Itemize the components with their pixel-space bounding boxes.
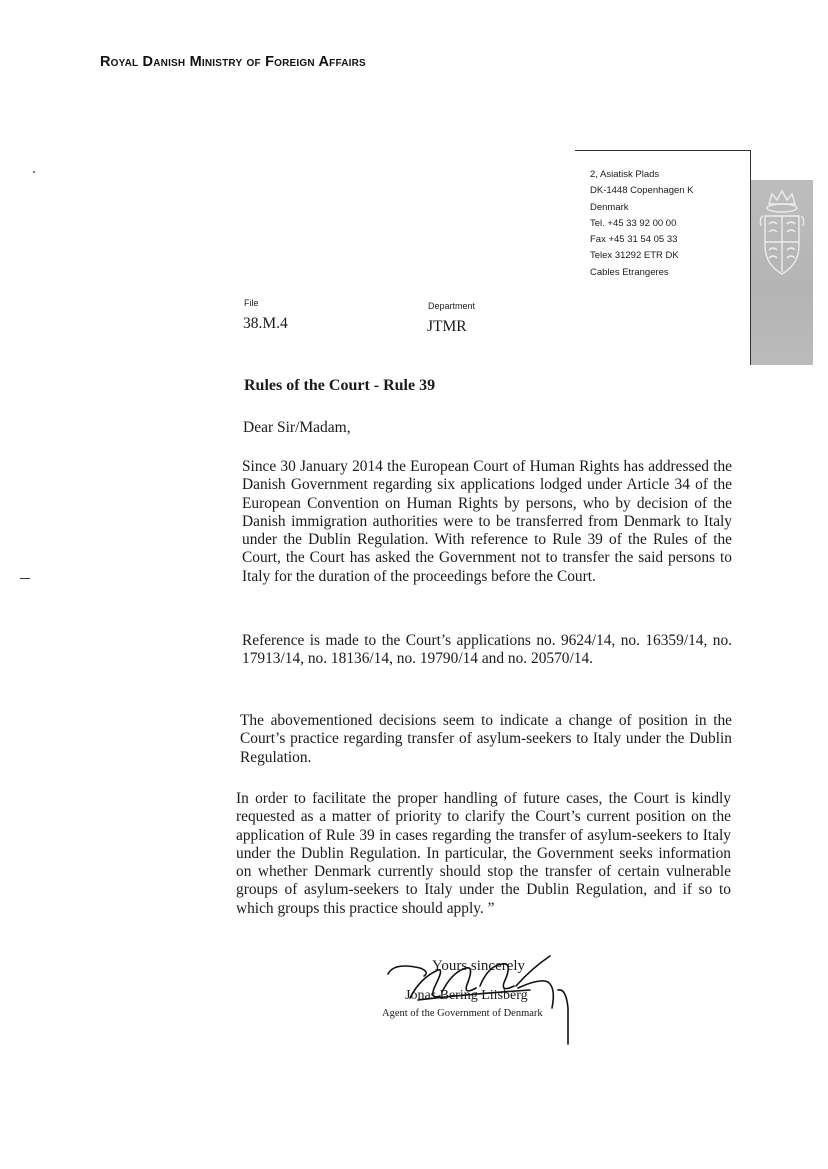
- address-frame-top: [575, 150, 751, 151]
- margin-mark: [20, 578, 30, 579]
- signatory-role: Agent of the Government of Denmark: [382, 1008, 543, 1019]
- royal-coat-of-arms-icon: [755, 186, 809, 286]
- ministry-header: Royal Danish Ministry of Foreign Affairs: [100, 54, 366, 70]
- handwritten-signature: [380, 948, 580, 1048]
- sender-address: [590, 167, 694, 281]
- signatory-name: Jonas Bering Liisberg: [405, 988, 528, 1003]
- address-line: Fax +45 31 54 05 33: [590, 234, 678, 246]
- address-line: Tel. +45 33 92 00 00: [590, 217, 677, 229]
- address-line: Denmark: [590, 201, 629, 213]
- letter-subject: Rules of the Court - Rule 39: [244, 377, 436, 394]
- scan-speck: [33, 171, 35, 173]
- closing: Yours sincerely: [432, 958, 526, 974]
- file-value: 38.M.4: [243, 315, 288, 332]
- address-line: 2, Asiatisk Plads: [590, 169, 660, 180]
- address-line: Cables Etrangeres: [590, 266, 669, 278]
- salutation: Dear Sir/Madam,: [243, 419, 351, 436]
- address-line: DK-1448 Copenhagen K: [590, 185, 694, 197]
- department-value: JTMR: [427, 318, 467, 335]
- paragraph-3: The abovementioned decisions seem to indicate a change of position in the Court’s practice regarding transfer of asylum-seekers to Italy under the Dublin Regulation.: [240, 712, 732, 766]
- department-label: Department: [428, 301, 476, 311]
- file-label: File: [244, 298, 259, 308]
- address-line: Telex 31292 ETR DK: [590, 250, 679, 262]
- paragraph-2: Reference is made to the Court’s applications no. 9624/14, no. 16359/14, no. 17913/14, no. 18136/14, no. 19790/14 and no. 20570/14.: [242, 632, 732, 668]
- paragraph-4: In order to facilitate the proper handling of future cases, the Court is kindly requested as a matter of priority to clarify the Court’s current position on the application of Rule 39 in cases regarding the transfer of asylum-seekers to Italy under the Dublin Regulation. In particular, the Government seeks information on whether Denmark currently should stop the transfer of certain vulnerable groups of asylum-seekers to Italy under the Dublin Regulation, and if so to which groups this practice should apply. ”: [236, 790, 731, 917]
- paragraph-1: Since 30 January 2014 the European Court of Human Rights has addressed the Danish Government regarding six applications lodged under Article 34 of the European Convention on Human Rights by persons, who by decision of the Danish immigration authorities were to be transferred from Denmark to Italy under the Dublin Regulation. With reference to Rule 39 of the Rules of the Court, the Court has asked the Government not to transfer the said persons to Italy for the duration of the proceedings before the Court.: [242, 458, 732, 585]
